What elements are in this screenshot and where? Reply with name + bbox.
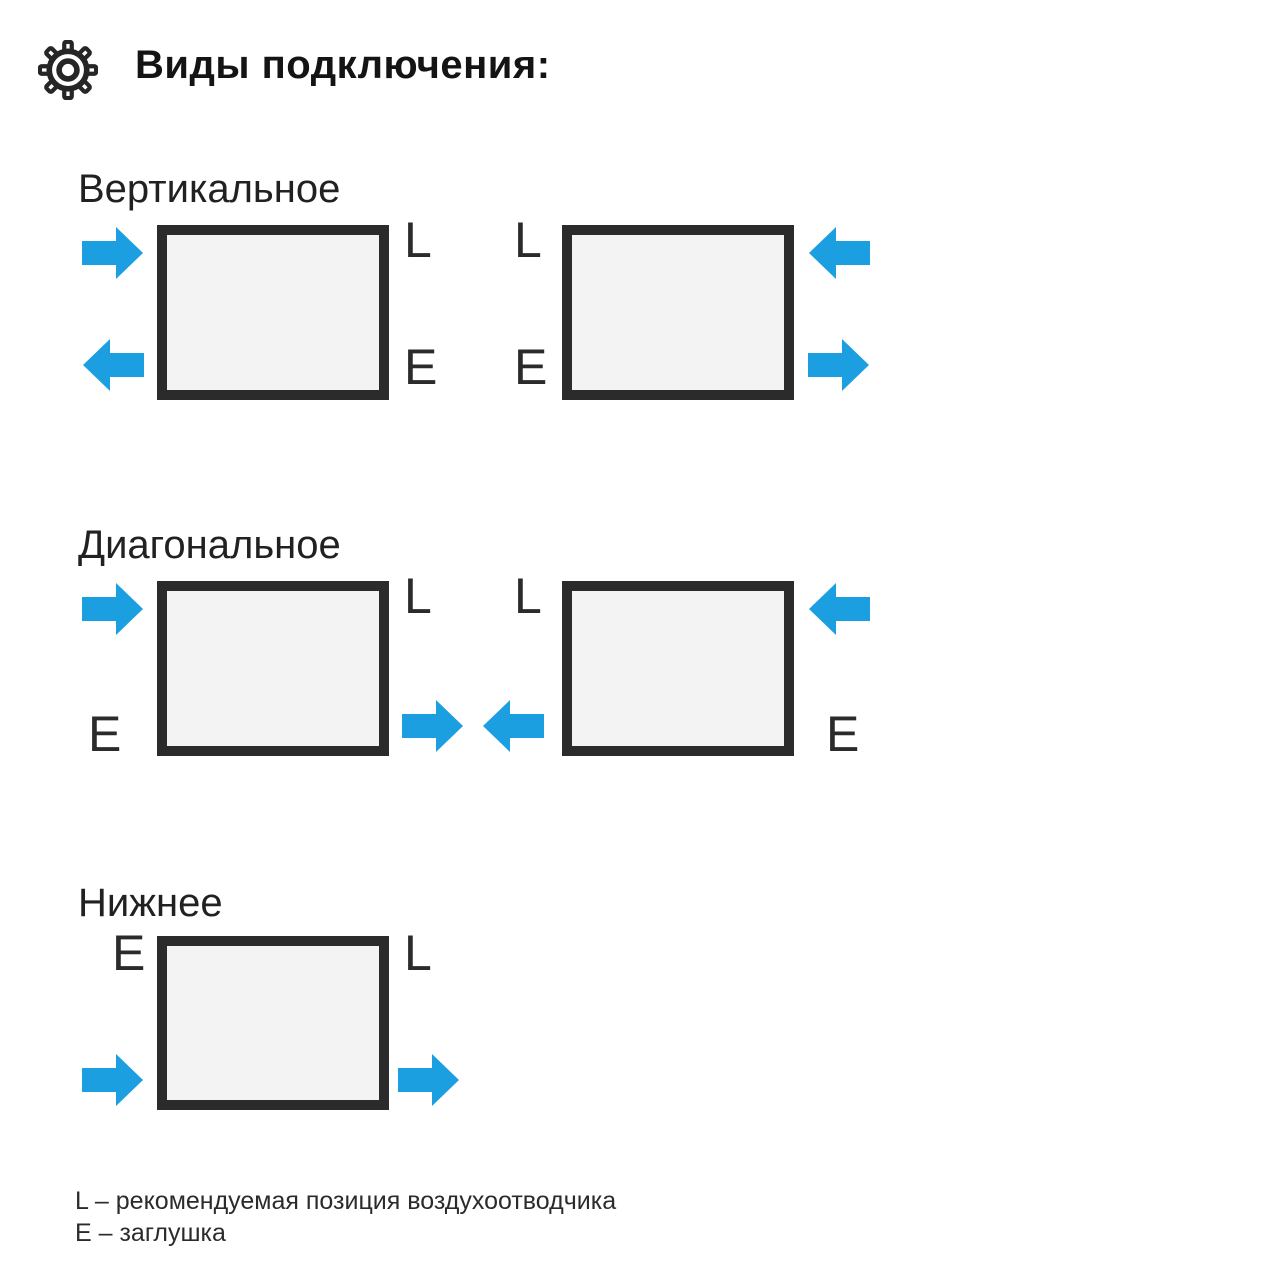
radiator-box (562, 225, 794, 400)
plug-label: E (88, 706, 122, 762)
legend-plug: E – заглушка (75, 1219, 226, 1247)
section-title-bottom: Нижнее (78, 881, 223, 925)
flow-out-arrow-icon (82, 338, 144, 392)
gear-icon (38, 40, 98, 100)
legend-air-vent: L – рекомендуемая позиция воздухоотводчика (75, 1187, 617, 1215)
plug-label: E (404, 339, 438, 395)
flow-in-arrow-icon (82, 226, 144, 280)
flow-in-arrow-icon (82, 582, 144, 636)
plug-label: E (112, 925, 146, 981)
radiator-box (157, 936, 389, 1110)
flow-out-arrow-icon (808, 338, 870, 392)
page-title: Виды подключения: (135, 43, 551, 87)
flow-in-arrow-icon (808, 582, 870, 636)
flow-out-arrow-icon (482, 699, 544, 753)
section-title-diagonal: Диагональное (78, 523, 341, 567)
flow-in-arrow-icon (808, 226, 870, 280)
plug-label: E (514, 339, 548, 395)
air-vent-label: L (404, 212, 432, 268)
air-vent-label: L (404, 925, 432, 981)
radiator-box (157, 225, 389, 400)
radiator-box (562, 581, 794, 756)
air-vent-label: L (514, 568, 542, 624)
flow-in-arrow-icon (82, 1053, 144, 1107)
air-vent-label: L (514, 212, 542, 268)
plug-label: E (826, 706, 860, 762)
section-title-vertical: Вертикальное (78, 167, 341, 211)
flow-out-arrow-icon (402, 699, 464, 753)
air-vent-label: L (404, 568, 432, 624)
flow-out-arrow-icon (398, 1053, 460, 1107)
radiator-box (157, 581, 389, 756)
